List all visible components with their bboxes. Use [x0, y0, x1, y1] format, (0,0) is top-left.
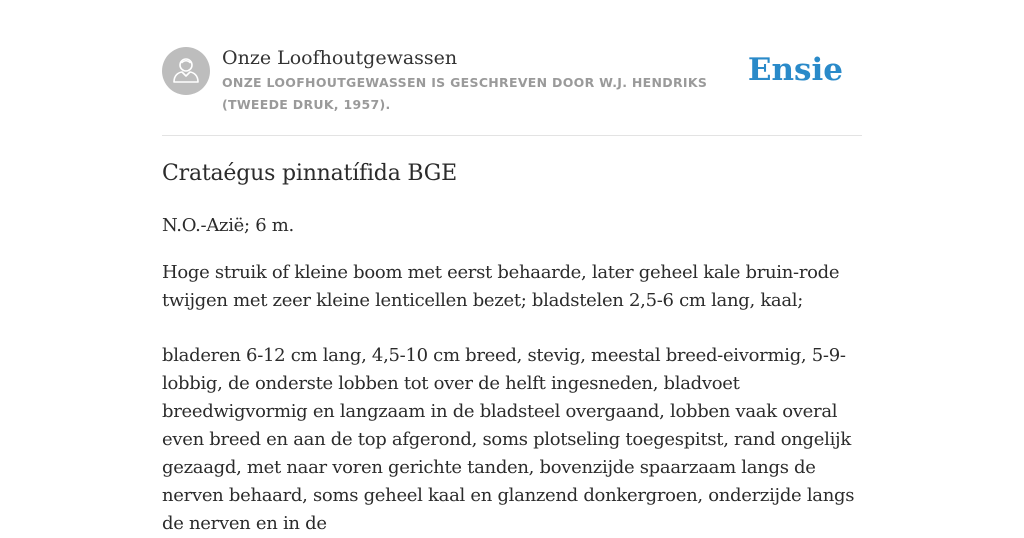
avatar[interactable]: [162, 47, 210, 95]
entry-article: [162, 158, 864, 538]
ensie-logo-link[interactable]: Ensie: [747, 52, 843, 88]
user-silhouette-icon: [162, 47, 210, 95]
entry-paragraph: Hoge struik of kleine boom met eerst behaarde, later geheel kale bruin-rode twijgen met zeer kleine lenticellen bezet; bladstelen 2,5-6 cm lang, kaal;: [162, 262, 840, 311]
entry-origin: N.O.-Azië; 6 m.: [162, 215, 294, 236]
entry-paragraph: bladeren 6-12 cm lang, 4,5-10 cm breed, stevig, meestal breed-eivormig, 5-9-lobbig, de onderste lobben tot over de helft ingesneden, bladvoet breedwigvormig en langzaam in de bladsteel overgaand, lobben vaak overal even breed en aan de top afgerond, soms plotseling toegespitst, rand ongelijk gezaagd, met naar voren gerichte tanden, bovenzijde spaarzaam langs de nerven behaard, soms geheel kaal en glanzend donkergroen, onderzijde langs de nerven en in de: [162, 345, 855, 534]
source-title[interactable]: Onze Loofhoutgewassen: [222, 47, 458, 69]
source-header: [162, 46, 862, 136]
source-description: ONZE LOOFHOUTGEWASSEN IS GESCHREVEN DOOR W.J. HENDRIKS (TWEEDE DRUK, 1957).: [222, 75, 708, 112]
header-divider: [162, 135, 862, 136]
entry-term: Crataégus pinnatífida BGE: [162, 161, 458, 186]
